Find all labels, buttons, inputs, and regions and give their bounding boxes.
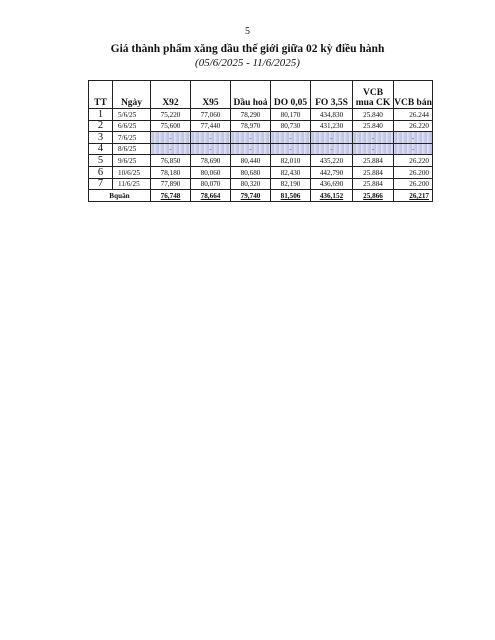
table-row [89, 166, 433, 178]
average-x95: 78,664 [191, 190, 231, 202]
row-index: 7 [89, 178, 113, 190]
cell-do: 82,190 [271, 178, 311, 190]
column-header-tt: TT [89, 81, 113, 109]
row-index: 1 [89, 109, 113, 121]
column-header-x92: X92 [151, 81, 191, 109]
cell-fo: - [311, 132, 353, 144]
average-vcb-sell: 26,217 [394, 190, 433, 202]
cell-fo: 434,830 [311, 109, 353, 121]
cell-vcb-buy: 25.840 [353, 120, 394, 132]
row-index: 5 [89, 155, 113, 167]
cell-vcb-sell: 26.200 [394, 166, 433, 178]
average-row [89, 190, 433, 202]
column-header-vcb-buy: VCB mua CK [353, 81, 394, 109]
cell-fo: - [311, 143, 353, 155]
table-row [89, 155, 433, 167]
cell-vcb-buy: 25.884 [353, 166, 394, 178]
average-vcb-buy: 25,866 [353, 190, 394, 202]
cell-kerosene: 80,680 [231, 166, 271, 178]
row-date: 8/6/25 [113, 143, 151, 155]
cell-x95: 80,070 [191, 178, 231, 190]
row-date: 9/6/25 [113, 155, 151, 167]
cell-x95: - [191, 132, 231, 144]
cell-fo: 431,230 [311, 120, 353, 132]
cell-vcb-sell: - [394, 132, 433, 144]
cell-vcb-buy: 25.884 [353, 178, 394, 190]
cell-kerosene: 80,440 [231, 155, 271, 167]
table-row [89, 109, 433, 121]
table-header-row [89, 81, 433, 109]
cell-kerosene: - [231, 143, 271, 155]
average-x92: 76,748 [151, 190, 191, 202]
cell-x92: 77,890 [151, 178, 191, 190]
cell-kerosene: 80,320 [231, 178, 271, 190]
cell-vcb-buy: 25.840 [353, 109, 394, 121]
cell-x92: 75,220 [151, 109, 191, 121]
cell-do: 82,010 [271, 155, 311, 167]
cell-do: - [271, 143, 311, 155]
cell-fo: 435,220 [311, 155, 353, 167]
cell-x92: 75,600 [151, 120, 191, 132]
table-row [89, 120, 433, 132]
table-row [89, 132, 433, 144]
cell-x92: - [151, 132, 191, 144]
cell-do: 80,170 [271, 109, 311, 121]
table-row [89, 178, 433, 190]
average-label: Bquân [89, 190, 151, 202]
cell-fo: 442,790 [311, 166, 353, 178]
column-header-vcb-sell: VCB bán [394, 81, 433, 109]
average-do: 81,506 [271, 190, 311, 202]
cell-x95: 80,060 [191, 166, 231, 178]
row-date: 11/6/25 [113, 178, 151, 190]
cell-x95: - [191, 143, 231, 155]
row-index: 3 [89, 132, 113, 144]
cell-vcb-buy: - [353, 132, 394, 144]
cell-vcb-sell: 26.244 [394, 109, 433, 121]
page-number: 5 [245, 26, 250, 37]
column-header-kerosene: Dầu hoả [231, 81, 271, 109]
cell-x95: 77,440 [191, 120, 231, 132]
row-index: 4 [89, 143, 113, 155]
column-header-date: Ngày [113, 81, 151, 109]
row-index: 6 [89, 166, 113, 178]
cell-x92: - [151, 143, 191, 155]
column-header-x95: X95 [191, 81, 231, 109]
cell-vcb-sell: - [394, 143, 433, 155]
cell-vcb-buy: 25.884 [353, 155, 394, 167]
cell-x95: 77,060 [191, 109, 231, 121]
price-table [88, 80, 433, 202]
table-row [89, 143, 433, 155]
row-date: 10/6/25 [113, 166, 151, 178]
row-index: 2 [89, 120, 113, 132]
cell-fo: 436,690 [311, 178, 353, 190]
cell-do: - [271, 132, 311, 144]
cell-x95: 78,690 [191, 155, 231, 167]
cell-do: 82,430 [271, 166, 311, 178]
document-subtitle: (05/6/2025 - 11/6/2025) [195, 57, 300, 69]
row-date: 5/6/25 [113, 109, 151, 121]
cell-kerosene: 78,290 [231, 109, 271, 121]
row-date: 7/6/25 [113, 132, 151, 144]
cell-vcb-buy: - [353, 143, 394, 155]
cell-kerosene: 78,970 [231, 120, 271, 132]
cell-do: 80,730 [271, 120, 311, 132]
cell-x92: 76,850 [151, 155, 191, 167]
average-kerosene: 79,740 [231, 190, 271, 202]
cell-x92: 78,180 [151, 166, 191, 178]
cell-kerosene: - [231, 132, 271, 144]
cell-vcb-sell: 26.220 [394, 120, 433, 132]
average-fo: 436,152 [311, 190, 353, 202]
cell-vcb-sell: 26.200 [394, 178, 433, 190]
column-header-do: DO 0,05 [271, 81, 311, 109]
document-title: Giá thành phẩm xăng dầu thế giới giữa 02 kỳ điều hành [110, 43, 385, 55]
cell-vcb-sell: 26.220 [394, 155, 433, 167]
row-date: 6/6/25 [113, 120, 151, 132]
column-header-fo: FO 3,5S [311, 81, 353, 109]
